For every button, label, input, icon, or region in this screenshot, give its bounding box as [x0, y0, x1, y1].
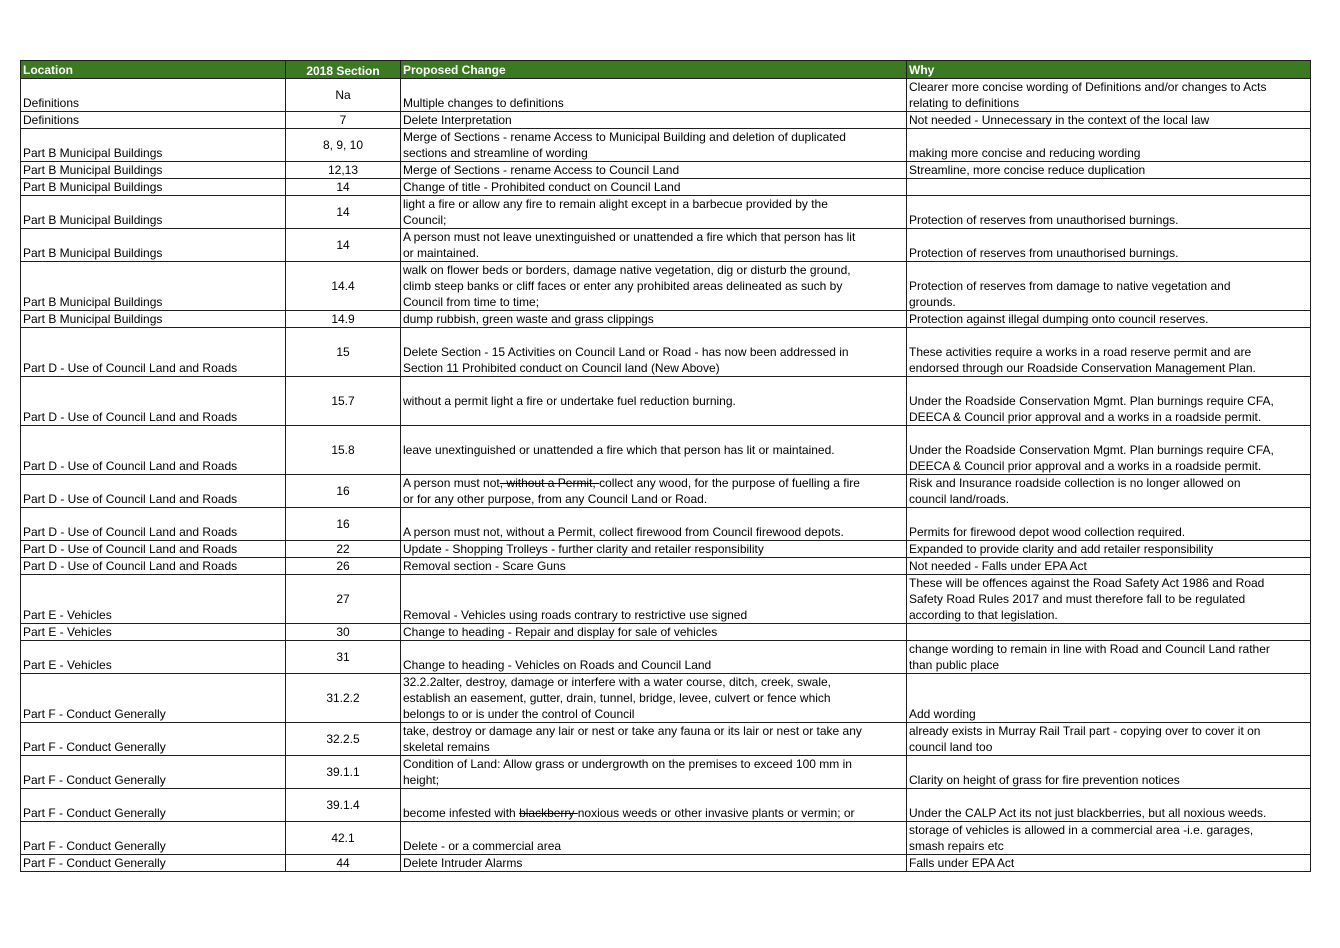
cell-proposed-change: Merge of Sections - rename Access to Municipal Building and deletion of duplicated sections and streamline of wording: [401, 129, 907, 162]
cell-why: Not needed - Falls under EPA Act: [907, 558, 1311, 575]
cell-section: 14.4: [286, 262, 401, 311]
table-row: [21, 328, 1311, 377]
cell-proposed-change: take, destroy or damage any lair or nest or take any fauna or its lair or nest or take any skeletal remains: [401, 723, 907, 756]
proposed-changes-table: [20, 60, 1311, 872]
cell-proposed-change: without a permit light a fire or undertake fuel reduction burning.: [401, 377, 907, 426]
table-row: [21, 112, 1311, 129]
cell-why: These will be offences against the Road Safety Act 1986 and Road Safety Road Rules 2017 and must therefore fall to be regulated according to that legislation.: [907, 575, 1311, 624]
spreadsheet: [20, 60, 1310, 872]
cell-why: [907, 624, 1311, 641]
cell-location: Part D - Use of Council Land and Roads: [21, 426, 286, 475]
table-row: [21, 822, 1311, 855]
table-row: [21, 575, 1311, 624]
cell-why: Expanded to provide clarity and add retailer responsibility: [907, 541, 1311, 558]
cell-location: Part D - Use of Council Land and Roads: [21, 541, 286, 558]
cell-why: Protection of reserves from damage to native vegetation and grounds.: [907, 262, 1311, 311]
table-row: [21, 162, 1311, 179]
header-row: [21, 61, 1311, 79]
cell-section: 8, 9, 10: [286, 129, 401, 162]
cell-section: 31.2.2: [286, 674, 401, 723]
cell-section: 15.8: [286, 426, 401, 475]
cell-why: Under the Roadside Conservation Mgmt. Plan burnings require CFA, DEECA & Council prior approval and a works in a roadside permit.: [907, 377, 1311, 426]
cell-location: Part F - Conduct Generally: [21, 756, 286, 789]
cell-location: Part D - Use of Council Land and Roads: [21, 328, 286, 377]
cell-location: Part F - Conduct Generally: [21, 855, 286, 872]
cell-location: Definitions: [21, 79, 286, 112]
cell-why: making more concise and reducing wording: [907, 129, 1311, 162]
cell-section: 7: [286, 112, 401, 129]
cell-section: 14.9: [286, 311, 401, 328]
table-row: [21, 558, 1311, 575]
table-row: [21, 641, 1311, 674]
cell-section: 15.7: [286, 377, 401, 426]
cell-proposed-change: [401, 789, 907, 822]
cell-why: Under the CALP Act its not just blackberries, but all noxious weeds.: [907, 789, 1311, 822]
cell-proposed-change: Delete Section - 15 Activities on Council Land or Road - has now been addressed in Section 11 Prohibited conduct on Council land (New Above): [401, 328, 907, 377]
cell-proposed-change: Update - Shopping Trolleys - further clarity and retailer responsibility: [401, 541, 907, 558]
cell-why: Falls under EPA Act: [907, 855, 1311, 872]
cell-section: 39.1.1: [286, 756, 401, 789]
cell-proposed-change: light a fire or allow any fire to remain alight except in a barbecue provided by the Council;: [401, 196, 907, 229]
cell-section: 16: [286, 475, 401, 508]
table-row: [21, 229, 1311, 262]
table-row: [21, 756, 1311, 789]
cell-why: Protection against illegal dumping onto council reserves.: [907, 311, 1311, 328]
cell-proposed-change: walk on flower beds or borders, damage native vegetation, dig or disturb the ground, climb steep banks or cliff faces or enter any prohibited areas delineated as such by Council from time to time;: [401, 262, 907, 311]
cell-proposed-change: leave unextinguished or unattended a fire which that person has lit or maintained.: [401, 426, 907, 475]
header-why: Why: [907, 61, 1311, 79]
table-row: [21, 855, 1311, 872]
cell-section: 26: [286, 558, 401, 575]
cell-location: Part B Municipal Buildings: [21, 262, 286, 311]
cell-proposed-change: Delete Intruder Alarms: [401, 855, 907, 872]
cell-section: 16: [286, 508, 401, 541]
table-row: [21, 541, 1311, 558]
cell-location: Part B Municipal Buildings: [21, 179, 286, 196]
cell-location: Definitions: [21, 112, 286, 129]
cell-why: Under the Roadside Conservation Mgmt. Plan burnings require CFA, DEECA & Council prior approval and a works in a roadside permit.: [907, 426, 1311, 475]
table-row: [21, 674, 1311, 723]
table-row: [21, 196, 1311, 229]
cell-proposed-change: Delete - or a commercial area: [401, 822, 907, 855]
cell-section: 12,13: [286, 162, 401, 179]
change-text: collect any wood, for the purpose of fuelling a fire or for any other purpose, from any Council Land or Road.: [403, 476, 860, 506]
cell-proposed-change: Change to heading - Vehicles on Roads and Council Land: [401, 641, 907, 674]
cell-proposed-change: dump rubbish, green waste and grass clippings: [401, 311, 907, 328]
cell-why: Risk and Insurance roadside collection is no longer allowed on council land/roads.: [907, 475, 1311, 508]
cell-location: Part F - Conduct Generally: [21, 674, 286, 723]
cell-location: Part B Municipal Buildings: [21, 129, 286, 162]
cell-location: Part D - Use of Council Land and Roads: [21, 508, 286, 541]
table-row: [21, 723, 1311, 756]
cell-location: Part F - Conduct Generally: [21, 789, 286, 822]
cell-why: Clearer more concise wording of Definitions and/or changes to Acts relating to definitions: [907, 79, 1311, 112]
cell-proposed-change: Change to heading - Repair and display for sale of vehicles: [401, 624, 907, 641]
cell-why: These activities require a works in a road reserve permit and are endorsed through our Roadside Conservation Management Plan.: [907, 328, 1311, 377]
cell-section: 42.1: [286, 822, 401, 855]
cell-proposed-change: Removal section - Scare Guns: [401, 558, 907, 575]
cell-why: Add wording: [907, 674, 1311, 723]
cell-section: 14: [286, 179, 401, 196]
header-location: Location: [21, 61, 286, 79]
table-row: [21, 179, 1311, 196]
cell-proposed-change: Delete Interpretation: [401, 112, 907, 129]
table-row: [21, 508, 1311, 541]
header-proposed-change: Proposed Change: [401, 61, 907, 79]
cell-why: Protection of reserves from unauthorised burnings.: [907, 196, 1311, 229]
change-text: noxious weeds or other invasive plants or vermin; or: [577, 806, 855, 820]
cell-location: Part F - Conduct Generally: [21, 723, 286, 756]
cell-location: Part E - Vehicles: [21, 624, 286, 641]
struck-text: , without a Permit,: [499, 476, 600, 490]
cell-location: Part D - Use of Council Land and Roads: [21, 377, 286, 426]
cell-why: change wording to remain in line with Road and Council Land rather than public place: [907, 641, 1311, 674]
cell-proposed-change: Multiple changes to definitions: [401, 79, 907, 112]
cell-proposed-change: Condition of Land: Allow grass or undergrowth on the premises to exceed 100 mm in height;: [401, 756, 907, 789]
cell-section: 14: [286, 229, 401, 262]
cell-why: Protection of reserves from unauthorised burnings.: [907, 229, 1311, 262]
cell-why: Streamline, more concise reduce duplication: [907, 162, 1311, 179]
cell-section: 22: [286, 541, 401, 558]
cell-why: storage of vehicles is allowed in a commercial area -i.e. garages, smash repairs etc: [907, 822, 1311, 855]
cell-section: 39.1.4: [286, 789, 401, 822]
cell-proposed-change: A person must not, without a Permit, collect firewood from Council firewood depots.: [401, 508, 907, 541]
table-row: [21, 79, 1311, 112]
cell-proposed-change: Change of title - Prohibited conduct on Council Land: [401, 179, 907, 196]
cell-location: Part B Municipal Buildings: [21, 162, 286, 179]
cell-section: Na: [286, 79, 401, 112]
cell-location: Part F - Conduct Generally: [21, 822, 286, 855]
cell-why: Clarity on height of grass for fire prevention notices: [907, 756, 1311, 789]
cell-section: 31: [286, 641, 401, 674]
cell-section: 15: [286, 328, 401, 377]
cell-proposed-change: 32.2.2alter, destroy, damage or interfere with a water course, ditch, creek, swale, establish an easement, gutter, drain, tunnel, bridge, levee, culvert or fence which belongs to or is under the control of Council: [401, 674, 907, 723]
header-section: 2018 Section: [286, 61, 401, 79]
change-text: become infested with: [403, 806, 520, 820]
table-row: [21, 475, 1311, 508]
table-row: [21, 262, 1311, 311]
table-row: [21, 311, 1311, 328]
cell-section: 27: [286, 575, 401, 624]
table-row: [21, 377, 1311, 426]
change-text: A person must not: [403, 476, 500, 490]
cell-location: Part E - Vehicles: [21, 641, 286, 674]
table-row: [21, 129, 1311, 162]
cell-why: already exists in Murray Rail Trail part - copying over to cover it on council land too: [907, 723, 1311, 756]
cell-why: Not needed - Unnecessary in the context of the local law: [907, 112, 1311, 129]
cell-proposed-change: Merge of Sections - rename Access to Council Land: [401, 162, 907, 179]
cell-section: 14: [286, 196, 401, 229]
cell-proposed-change: A person must not leave unextinguished or unattended a fire which that person has lit or maintained.: [401, 229, 907, 262]
cell-location: Part D - Use of Council Land and Roads: [21, 475, 286, 508]
struck-text: blackberry: [519, 806, 578, 820]
cell-section: 30: [286, 624, 401, 641]
cell-section: 44: [286, 855, 401, 872]
table-row: [21, 624, 1311, 641]
table-row: [21, 426, 1311, 475]
cell-location: Part B Municipal Buildings: [21, 311, 286, 328]
table-row: [21, 789, 1311, 822]
cell-location: Part E - Vehicles: [21, 575, 286, 624]
cell-location: Part D - Use of Council Land and Roads: [21, 558, 286, 575]
cell-proposed-change: [401, 475, 907, 508]
cell-location: Part B Municipal Buildings: [21, 229, 286, 262]
cell-why: Permits for firewood depot wood collection required.: [907, 508, 1311, 541]
cell-proposed-change: Removal - Vehicles using roads contrary to restrictive use signed: [401, 575, 907, 624]
cell-section: 32.2.5: [286, 723, 401, 756]
cell-location: Part B Municipal Buildings: [21, 196, 286, 229]
cell-why: [907, 179, 1311, 196]
